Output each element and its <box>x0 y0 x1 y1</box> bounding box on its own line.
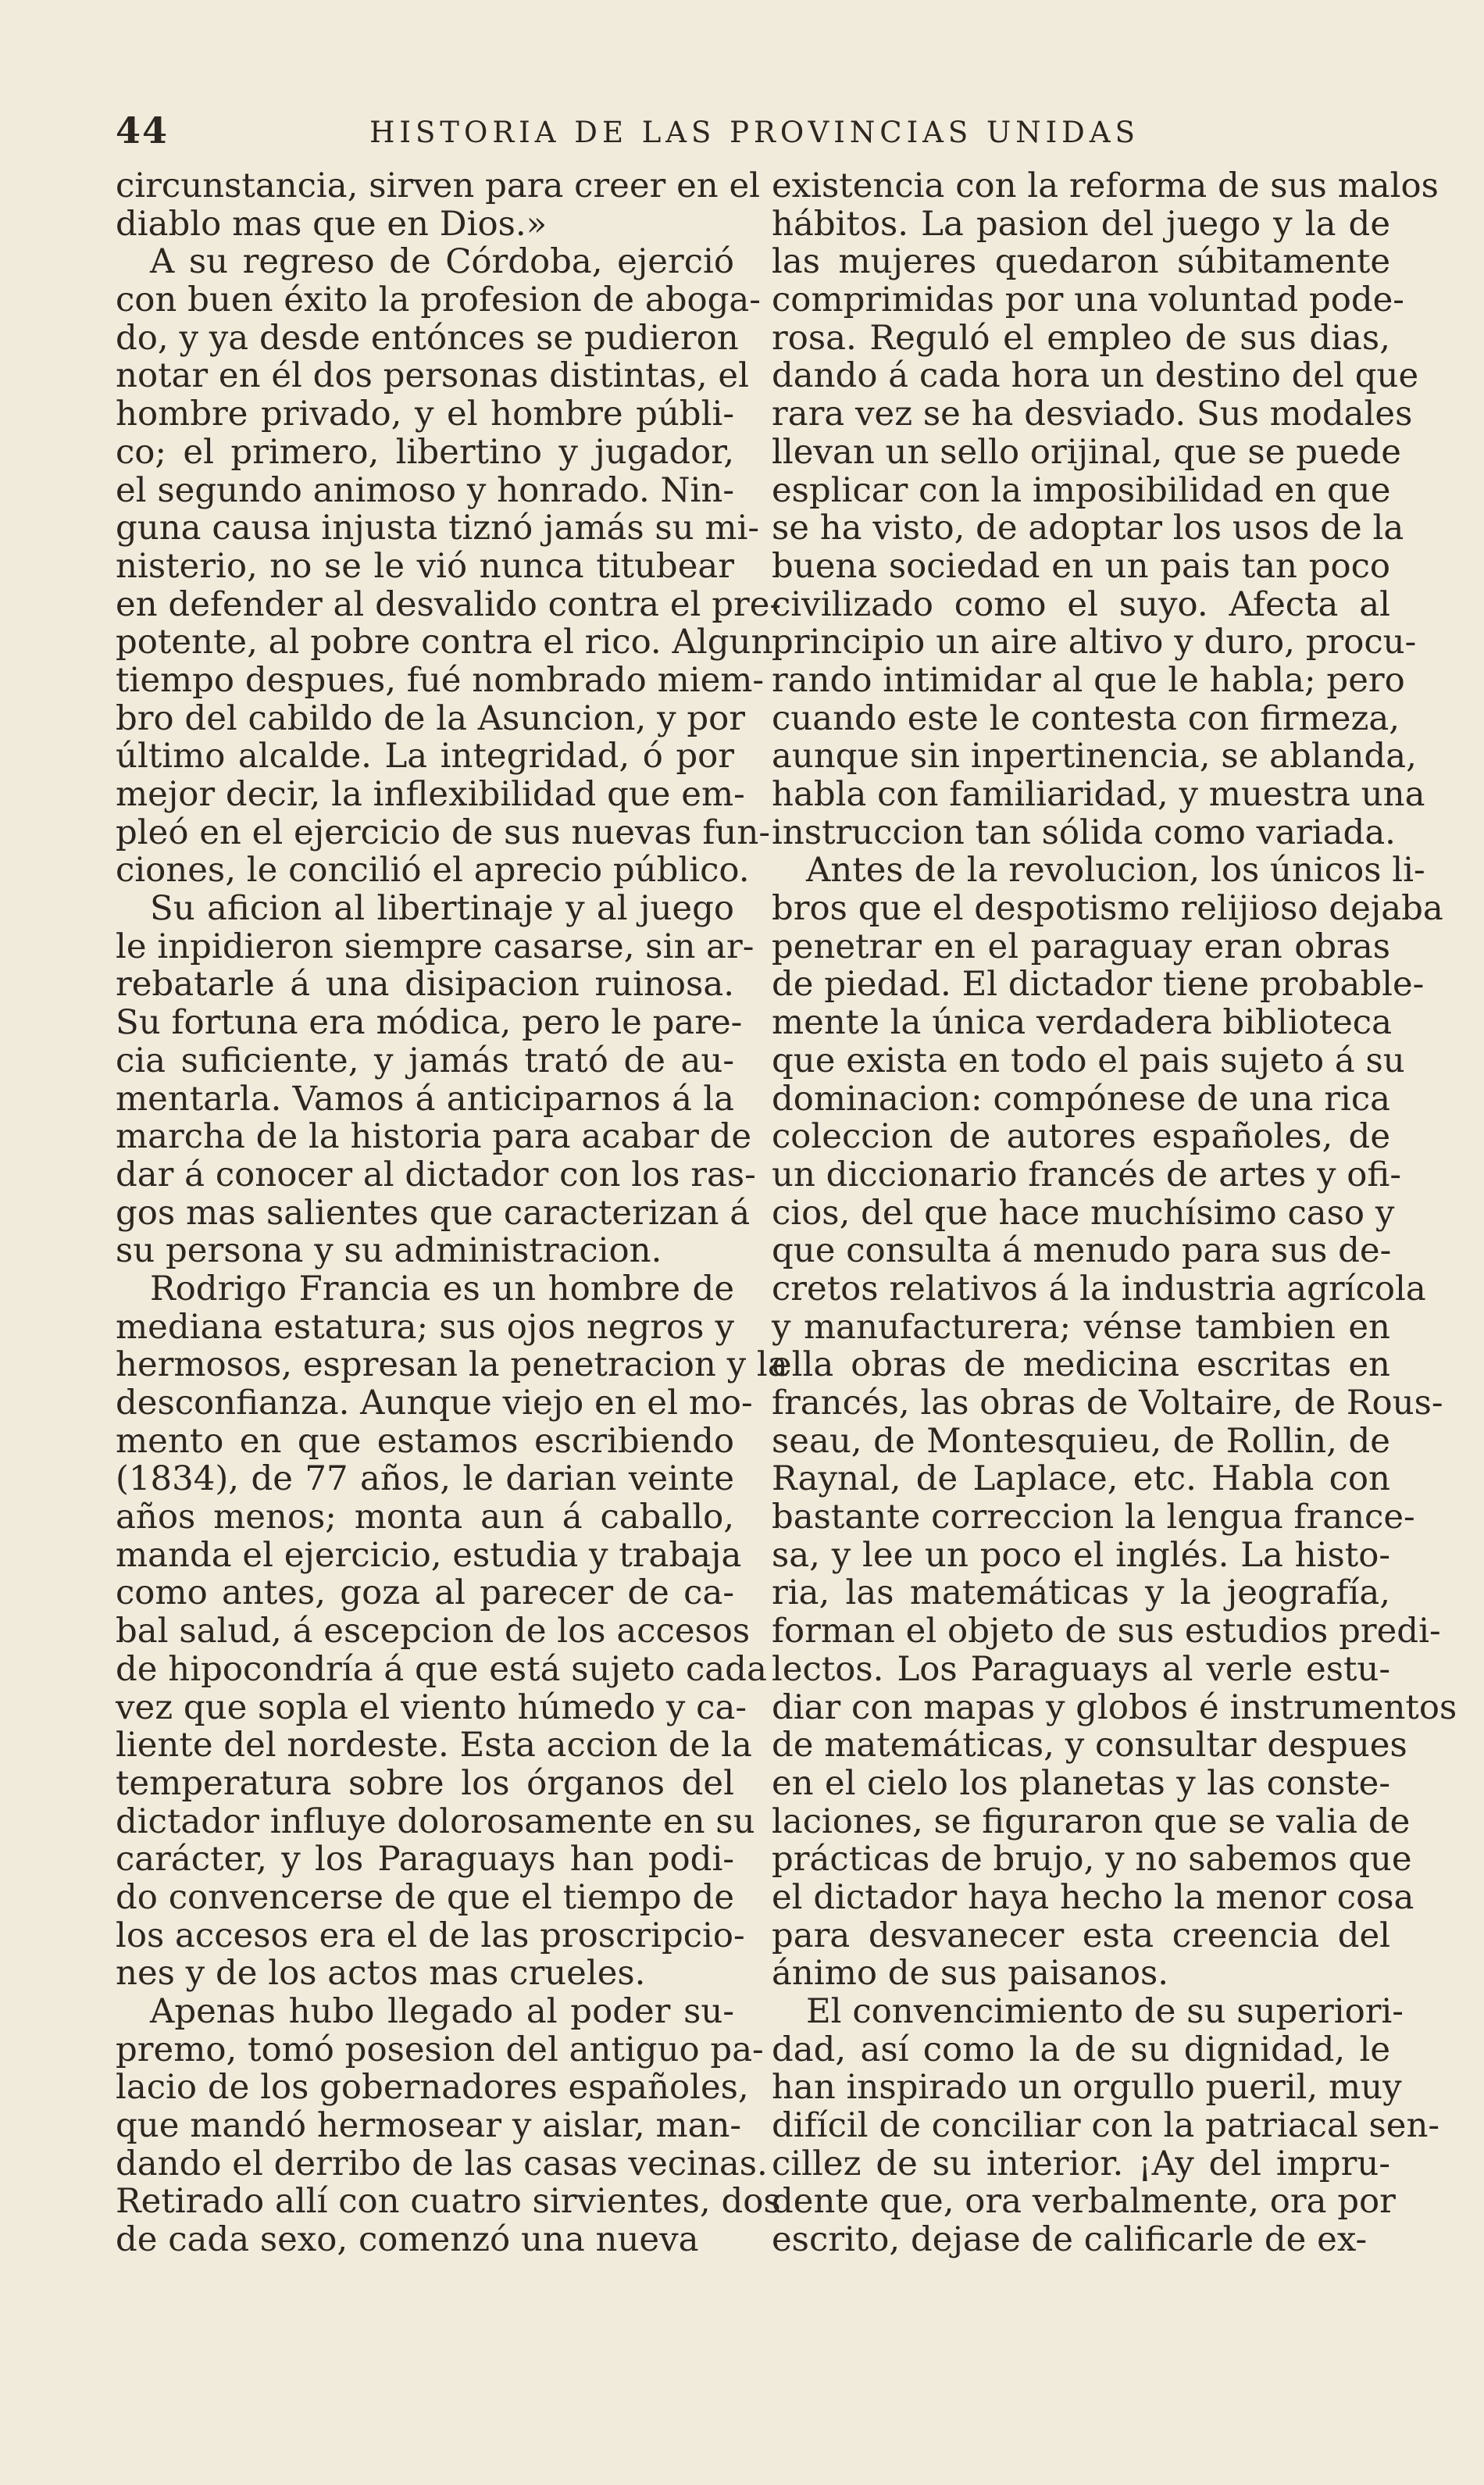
text-line: bros que el despotismo relijioso dejaba <box>772 889 1443 929</box>
text-line: como antes, goza al parecer de ca- <box>116 1573 734 1613</box>
text-line: bal salud, á escepcion de los accesos <box>116 1612 751 1651</box>
text-line: aunque sin inpertinencia, se ablanda, <box>772 737 1417 777</box>
text-line: dando á cada hora un destino del que <box>772 356 1419 396</box>
text-line: prácticas de brujo, y no sabemos que <box>772 1840 1412 1880</box>
text-line: y manufacturera; vénse tambien en <box>772 1307 1390 1347</box>
text-line: se ha visto, de adoptar los usos de la <box>772 509 1404 548</box>
text-line: premo, tomó posesion del antiguo pa- <box>116 2030 764 2069</box>
text-line: dictador influye dolorosamente en su <box>116 1801 755 1841</box>
text-line: de cada sexo, comenzó una nueva <box>116 2220 699 2260</box>
text-line: último alcalde. La integridad, ó por <box>116 737 734 777</box>
text-line: años menos; monta aun á caballo, <box>116 1498 734 1537</box>
text-line: llevan un sello orijinal, que se puede <box>772 432 1401 472</box>
text-line: escrito, dejase de calificarle de ex- <box>772 2220 1368 2260</box>
text-line: bastante correccion la lengua france- <box>772 1498 1415 1537</box>
text-line: rosa. Reguló el empleo de sus dias, <box>772 318 1390 358</box>
text-line: esplicar con la imposibilidad en que <box>772 470 1391 510</box>
text-line: que exista en todo el pais sujeto á su <box>772 1041 1405 1080</box>
text-line: con buen éxito la profesion de aboga- <box>116 280 761 320</box>
text-line: mejor decir, la inflexibilidad que em- <box>116 775 745 814</box>
text-line: francés, las obras de Voltaire, de Rous- <box>772 1384 1443 1423</box>
text-line: de matemáticas, y consultar despues <box>772 1726 1407 1766</box>
text-line: gos mas salientes que caracterizan á <box>116 1193 751 1233</box>
text-line: en el cielo los planetas y las conste- <box>772 1763 1390 1803</box>
text-line: forman el objeto de sus estudios predi- <box>772 1612 1441 1651</box>
text-line: ria, las matemáticas y la jeografía, <box>772 1573 1390 1613</box>
text-line: marcha de la historia para acabar de <box>116 1117 752 1157</box>
text-line: han inspirado un orgullo pueril, muy <box>772 2068 1402 2108</box>
text-line: carácter, y los Paraguays han podi- <box>116 1840 734 1880</box>
text-line: cios, del que hace muchísimo caso y <box>772 1193 1395 1233</box>
right-column <box>772 166 1457 2260</box>
text-line: Apenas hubo llegado al poder su- <box>150 1992 734 2031</box>
text-line: Retirado allí con cuatro sirvientes, dos <box>116 2182 781 2222</box>
text-line: buena sociedad en un pais tan poco <box>772 546 1390 586</box>
text-line: un diccionario francés de artes y ofi- <box>772 1155 1402 1194</box>
text-line: difícil de conciliar con la patriacal sen- <box>772 2106 1440 2146</box>
text-line: manda el ejercicio, estudia y trabaja <box>116 1535 742 1575</box>
text-line: para desvanecer esta creencia del <box>772 1916 1390 1955</box>
page-number: 44 <box>116 109 169 152</box>
text-line: habla con familiaridad, y muestra una <box>772 775 1425 814</box>
text-line: ánimo de sus paisanos. <box>772 1954 1169 1994</box>
text-line: pleó en el ejercicio de sus nuevas fun- <box>116 812 770 852</box>
text-line: temperatura sobre los órganos del <box>116 1763 734 1803</box>
text-line: Rodrigo Francia es un hombre de <box>150 1269 734 1309</box>
text-line: bro del cabildo de la Asuncion, y por <box>116 698 746 738</box>
text-line: desconfianza. Aunque viejo en el mo- <box>116 1384 753 1423</box>
text-line: instruccion tan sólida como variada. <box>772 812 1396 852</box>
text-line: cretos relativos á la industria agrícola <box>772 1269 1426 1309</box>
text-line: dando el derribo de las casas vecinas. <box>116 2144 768 2183</box>
text-line: civilizado como el suyo. Afecta al <box>772 584 1390 624</box>
text-line: el dictador haya hecho la menor cosa <box>772 1877 1414 1917</box>
page-header <box>116 109 1393 153</box>
text-line: hombre privado, y el hombre públi- <box>116 395 734 434</box>
text-line: co; el primero, libertino y jugador, <box>116 432 734 472</box>
text-line: existencia con la reforma de sus malos <box>772 166 1439 205</box>
text-line: coleccion de autores españoles, de <box>772 1117 1390 1157</box>
text-line: que mandó hermosear y aislar, man- <box>116 2106 742 2146</box>
text-line: dad, así como la de su dignidad, le <box>772 2030 1390 2069</box>
text-line: ella obras de medicina escritas en <box>772 1345 1390 1385</box>
text-line: tiempo despues, fué nombrado miem- <box>116 660 765 700</box>
text-line: lacio de los gobernadores españoles, <box>116 2068 749 2108</box>
text-line: cillez de su interior. ¡Ay del impru- <box>772 2144 1390 2183</box>
text-line: los accesos era el de las proscripcio- <box>116 1916 745 1955</box>
text-line: hábitos. La pasion del juego y la de <box>772 204 1390 244</box>
text-line: le inpidieron siempre casarse, sin ar- <box>116 927 754 966</box>
text-line: mento en que estamos escribiendo <box>116 1421 734 1461</box>
text-line: circunstancia, sirven para creer en el <box>116 166 761 205</box>
text-line: cia suficiente, y jamás trató de au- <box>116 1041 734 1080</box>
text-line: diar con mapas y globos é instrumentos <box>772 1687 1457 1727</box>
text-line: hermosos, espresan la penetracion y la <box>116 1345 788 1385</box>
running-title: HISTORIA DE LAS PROVINCIAS UNIDAS <box>369 116 1140 149</box>
text-line: mentarla. Vamos á anticiparnos á la <box>116 1079 734 1119</box>
text-line: Raynal, de Laplace, etc. Habla con <box>772 1459 1390 1499</box>
text-line: su persona y su administracion. <box>116 1231 662 1271</box>
text-line: dominacion: compónese de una rica <box>772 1079 1390 1119</box>
text-line: A su regreso de Córdoba, ejerció <box>150 242 734 282</box>
text-line: cuando este le contesta con firmeza, <box>772 698 1400 738</box>
text-line: mediana estatura; sus ojos negros y <box>116 1307 734 1347</box>
text-line: comprimidas por una voluntad pode- <box>772 280 1404 320</box>
text-line: rara vez se ha desviado. Sus modales <box>772 395 1413 434</box>
text-line: vez que sopla el viento húmedo y ca- <box>116 1687 747 1727</box>
left-column <box>116 166 788 2260</box>
text-line: Antes de la revolucion, los únicos li- <box>806 851 1425 891</box>
text-line: diablo mas que en Dios.» <box>116 204 548 244</box>
text-line: El convencimiento de su superiori- <box>806 1992 1404 2031</box>
text-line: penetrar en el paraguay eran obras <box>772 927 1390 966</box>
text-line: do convencerse de que el tiempo de <box>116 1877 734 1917</box>
text-line: de hipocondría á que está sujeto cada <box>116 1649 767 1689</box>
text-line: seau, de Montesquieu, de Rollin, de <box>772 1421 1390 1461</box>
text-line: do, y ya desde entónces se pudieron <box>116 318 739 358</box>
text-line: mente la única verdadera biblioteca <box>772 1003 1392 1043</box>
text-line: (1834), de 77 años, le darian veinte <box>116 1459 734 1499</box>
text-line: laciones, se figuraron que se valia de <box>772 1801 1411 1841</box>
text-line: dente que, ora verbalmente, ora por <box>772 2182 1396 2222</box>
text-line: Su fortuna era módica, pero le pare- <box>116 1003 743 1043</box>
text-line: nisterio, no se le vió nunca titubear <box>116 546 734 586</box>
text-line: lectos. Los Paraguays al verle estu- <box>772 1649 1390 1689</box>
text-line: que consulta á menudo para sus de- <box>772 1231 1392 1271</box>
text-line: potente, al pobre contra el rico. Algun <box>116 623 773 662</box>
text-line: rebatarle á una disipacion ruinosa. <box>116 965 734 1005</box>
text-line: notar en él dos personas distintas, el <box>116 356 749 396</box>
text-line: el segundo animoso y honrado. Nin- <box>116 470 734 510</box>
text-line: nes y de los actos mas crueles. <box>116 1954 646 1994</box>
text-line: guna causa injusta tiznó jamás su mi- <box>116 509 760 548</box>
text-line: las mujeres quedaron súbitamente <box>772 242 1390 282</box>
text-line: dar á conocer al dictador con los ras- <box>116 1155 756 1194</box>
text-line: sa, y lee un poco el inglés. La histo- <box>772 1535 1390 1575</box>
text-line: rando intimidar al que le habla; pero <box>772 660 1405 700</box>
text-line: de piedad. El dictador tiene probable- <box>772 965 1425 1005</box>
text-line: principio un aire altivo y duro, procu- <box>772 623 1417 662</box>
text-line: Su aficion al libertinaje y al juego <box>150 889 734 929</box>
text-line: ciones, le concilió el aprecio público. <box>116 851 750 891</box>
text-line: en defender al desvalido contra el pre- <box>116 584 782 624</box>
text-line: liente del nordeste. Esta accion de la <box>116 1726 752 1766</box>
